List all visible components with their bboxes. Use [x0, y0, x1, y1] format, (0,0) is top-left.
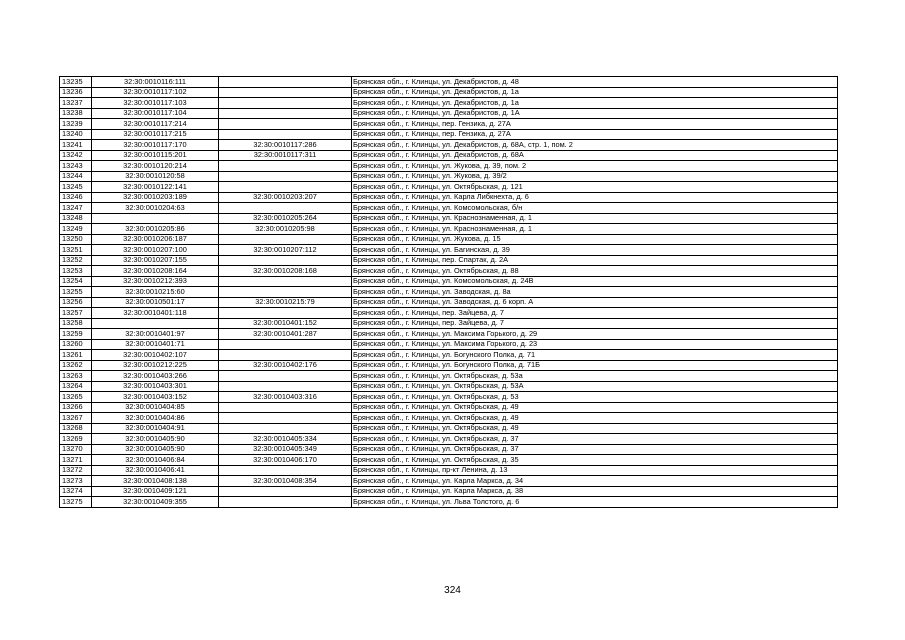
record-number-cell: 13262 [60, 360, 92, 371]
cadastral-number-cell: 32:30:0010403:152 [92, 392, 219, 403]
cadastral-number-cell: 32:30:0010120:58 [92, 171, 219, 182]
related-cadastral-number-cell: 32:30:0010401:287 [219, 329, 352, 340]
related-cadastral-number-cell [219, 497, 352, 508]
record-number-cell: 13242 [60, 150, 92, 161]
table-row [60, 87, 838, 98]
cadastral-number-cell: 32:30:0010115:201 [92, 150, 219, 161]
cadastral-number-cell: 32:30:0010405:90 [92, 444, 219, 455]
related-cadastral-number-cell [219, 182, 352, 193]
related-cadastral-number-cell: 32:30:0010117:286 [219, 140, 352, 151]
address-cell: Брянская обл., г. Клинцы, ул. Декабристов, д. 1а [352, 87, 838, 98]
cadastral-number-cell: 32:30:0010404:91 [92, 423, 219, 434]
related-cadastral-number-cell [219, 276, 352, 287]
cadastral-number-cell: 32:30:0010120:214 [92, 161, 219, 172]
address-cell: Брянская обл., г. Клинцы, ул. Октябрьская, д. 35 [352, 455, 838, 466]
address-cell: Брянская обл., г. Клинцы, ул. Октябрьская, д. 53а [352, 371, 838, 382]
related-cadastral-number-cell [219, 234, 352, 245]
table-row [60, 108, 838, 119]
address-cell: Брянская обл., г. Клинцы, ул. Октябрьская, д. 121 [352, 182, 838, 193]
record-number-cell: 13253 [60, 266, 92, 277]
cadastral-number-cell: 32:30:0010403:301 [92, 381, 219, 392]
address-cell: Брянская обл., г. Клинцы, ул. Карла Маркса, д. 38 [352, 486, 838, 497]
cadastral-number-cell: 32:30:0010406:84 [92, 455, 219, 466]
cadastral-number-cell: 32:30:0010205:86 [92, 224, 219, 235]
record-number-cell: 13264 [60, 381, 92, 392]
table-row [60, 245, 838, 256]
related-cadastral-number-cell [219, 350, 352, 361]
related-cadastral-number-cell: 32:30:0010203:207 [219, 192, 352, 203]
record-number-cell: 13268 [60, 423, 92, 434]
related-cadastral-number-cell [219, 339, 352, 350]
address-cell: Брянская обл., г. Клинцы, ул. Октябрьская, д. 37 [352, 434, 838, 445]
address-cell: Брянская обл., г. Клинцы, ул. Карла Маркса, д. 34 [352, 476, 838, 487]
address-cell: Брянская обл., г. Клинцы, ул. Заводская, д. 6 корп. А [352, 297, 838, 308]
table-row [60, 297, 838, 308]
record-number-cell: 13257 [60, 308, 92, 319]
address-cell: Брянская обл., г. Клинцы, ул. Багинская, д. 39 [352, 245, 838, 256]
address-cell: Брянская обл., г. Клинцы, ул. Комсомольская, б/н [352, 203, 838, 214]
record-number-cell: 13237 [60, 98, 92, 109]
record-number-cell: 13250 [60, 234, 92, 245]
related-cadastral-number-cell: 32:30:0010117:311 [219, 150, 352, 161]
related-cadastral-number-cell [219, 77, 352, 88]
address-cell: Брянская обл., г. Клинцы, пер. Гензика, д. 27А [352, 119, 838, 130]
cadastral-number-cell: 32:30:0010208:164 [92, 266, 219, 277]
cadastral-number-cell: 32:30:0010402:107 [92, 350, 219, 361]
address-cell: Брянская обл., г. Клинцы, ул. Декабристов, д. 68А, стр. 1, пом. 2 [352, 140, 838, 151]
record-number-cell: 13235 [60, 77, 92, 88]
record-number-cell: 13240 [60, 129, 92, 140]
table-row [60, 161, 838, 172]
cadastral-number-cell: 32:30:0010117:214 [92, 119, 219, 130]
related-cadastral-number-cell: 32:30:0010205:264 [219, 213, 352, 224]
related-cadastral-number-cell [219, 402, 352, 413]
page-number: 324 [444, 585, 461, 596]
address-cell: Брянская обл., г. Клинцы, ул. Богунского Полка, д. 71Б [352, 360, 838, 371]
record-number-cell: 13261 [60, 350, 92, 361]
address-cell: Брянская обл., г. Клинцы, ул. Октябрьская, д. 49 [352, 423, 838, 434]
table-row [60, 423, 838, 434]
table-row [60, 119, 838, 130]
cadastral-number-cell: 32:30:0010117:170 [92, 140, 219, 151]
table-row [60, 350, 838, 361]
related-cadastral-number-cell [219, 465, 352, 476]
related-cadastral-number-cell: 32:30:0010405:349 [219, 444, 352, 455]
address-cell: Брянская обл., г. Клинцы, ул. Льва Толстого, д. 6 [352, 497, 838, 508]
record-number-cell: 13270 [60, 444, 92, 455]
related-cadastral-number-cell [219, 371, 352, 382]
related-cadastral-number-cell [219, 255, 352, 266]
related-cadastral-number-cell [219, 129, 352, 140]
address-cell: Брянская обл., г. Клинцы, ул. Октябрьская, д. 49 [352, 413, 838, 424]
record-number-cell: 13275 [60, 497, 92, 508]
record-number-cell: 13271 [60, 455, 92, 466]
related-cadastral-number-cell [219, 87, 352, 98]
table-row [60, 213, 838, 224]
address-cell: Брянская обл., г. Клинцы, ул. Октябрьская, д. 88 [352, 266, 838, 277]
record-number-cell: 13267 [60, 413, 92, 424]
table-row [60, 276, 838, 287]
cadastral-number-cell: 32:30:0010117:103 [92, 98, 219, 109]
table-row [60, 234, 838, 245]
address-cell: Брянская обл., г. Клинцы, пер. Зайцева, д. 7 [352, 318, 838, 329]
table-row [60, 360, 838, 371]
table-row [60, 308, 838, 319]
cadastral-number-cell: 32:30:0010403:266 [92, 371, 219, 382]
record-number-cell: 13236 [60, 87, 92, 98]
table-row [60, 381, 838, 392]
table-row [60, 444, 838, 455]
table-row [60, 497, 838, 508]
address-cell: Брянская обл., г. Клинцы, ул. Декабристов, д. 48 [352, 77, 838, 88]
table-row [60, 476, 838, 487]
cadastral-number-cell: 32:30:0010501:17 [92, 297, 219, 308]
table-row [60, 266, 838, 277]
cadastral-number-cell: 32:30:0010117:215 [92, 129, 219, 140]
related-cadastral-number-cell: 32:30:0010406:170 [219, 455, 352, 466]
record-number-cell: 13251 [60, 245, 92, 256]
related-cadastral-number-cell [219, 287, 352, 298]
record-number-cell: 13258 [60, 318, 92, 329]
related-cadastral-number-cell [219, 486, 352, 497]
cadastral-number-cell: 32:30:0010405:90 [92, 434, 219, 445]
address-cell: Брянская обл., г. Клинцы, ул. Краснознаменная, д. 1 [352, 213, 838, 224]
cadastral-number-cell: 32:30:0010207:155 [92, 255, 219, 266]
table-row [60, 150, 838, 161]
table-row [60, 392, 838, 403]
address-cell: Брянская обл., г. Клинцы, ул. Октябрьская, д. 37 [352, 444, 838, 455]
registry-table [59, 76, 838, 508]
related-cadastral-number-cell: 32:30:0010408:354 [219, 476, 352, 487]
address-cell: Брянская обл., г. Клинцы, ул. Максима Горького, д. 23 [352, 339, 838, 350]
table-row [60, 434, 838, 445]
table-row [60, 98, 838, 109]
record-number-cell: 13260 [60, 339, 92, 350]
record-number-cell: 13263 [60, 371, 92, 382]
address-cell: Брянская обл., г. Клинцы, ул. Жукова, д. 15 [352, 234, 838, 245]
cadastral-number-cell: 32:30:0010212:225 [92, 360, 219, 371]
record-number-cell: 13256 [60, 297, 92, 308]
table-row [60, 329, 838, 340]
table-row [60, 455, 838, 466]
cadastral-number-cell [92, 318, 219, 329]
table-row [60, 192, 838, 203]
address-cell: Брянская обл., г. Клинцы, ул. Октябрьская, д. 49 [352, 402, 838, 413]
record-number-cell: 13274 [60, 486, 92, 497]
address-cell: Брянская обл., г. Клинцы, пер. Гензика, д. 27А [352, 129, 838, 140]
table-row [60, 413, 838, 424]
address-cell: Брянская обл., г. Клинцы, пр-кт Ленина, д. 13 [352, 465, 838, 476]
record-number-cell: 13245 [60, 182, 92, 193]
table-row [60, 339, 838, 350]
address-cell: Брянская обл., г. Клинцы, ул. Краснознаменная, д. 1 [352, 224, 838, 235]
related-cadastral-number-cell [219, 381, 352, 392]
record-number-cell: 13269 [60, 434, 92, 445]
table-row [60, 255, 838, 266]
related-cadastral-number-cell: 32:30:0010208:168 [219, 266, 352, 277]
registry-table-body [60, 77, 838, 508]
related-cadastral-number-cell: 32:30:0010215:79 [219, 297, 352, 308]
address-cell: Брянская обл., г. Клинцы, ул. Комсомольская, д. 24В [352, 276, 838, 287]
cadastral-number-cell: 32:30:0010401:97 [92, 329, 219, 340]
address-cell: Брянская обл., г. Клинцы, ул. Карла Либкнехта, д. 6 [352, 192, 838, 203]
table-row [60, 182, 838, 193]
cadastral-number-cell: 32:30:0010409:355 [92, 497, 219, 508]
related-cadastral-number-cell: 32:30:0010402:176 [219, 360, 352, 371]
record-number-cell: 13243 [60, 161, 92, 172]
table-row [60, 318, 838, 329]
related-cadastral-number-cell [219, 423, 352, 434]
record-number-cell: 13244 [60, 171, 92, 182]
record-number-cell: 13249 [60, 224, 92, 235]
table-row [60, 77, 838, 88]
cadastral-number-cell: 32:30:0010401:118 [92, 308, 219, 319]
table-row [60, 486, 838, 497]
related-cadastral-number-cell: 32:30:0010401:152 [219, 318, 352, 329]
record-number-cell: 13252 [60, 255, 92, 266]
related-cadastral-number-cell [219, 308, 352, 319]
cadastral-number-cell: 32:30:0010404:86 [92, 413, 219, 424]
table-row [60, 140, 838, 151]
record-number-cell: 13239 [60, 119, 92, 130]
address-cell: Брянская обл., г. Клинцы, ул. Октябрьская, д. 53 [352, 392, 838, 403]
cadastral-number-cell: 32:30:0010409:121 [92, 486, 219, 497]
cadastral-number-cell: 32:30:0010117:102 [92, 87, 219, 98]
record-number-cell: 13255 [60, 287, 92, 298]
address-cell: Брянская обл., г. Клинцы, ул. Максима Горького, д. 29 [352, 329, 838, 340]
table-row [60, 203, 838, 214]
cadastral-number-cell: 32:30:0010404:85 [92, 402, 219, 413]
cadastral-number-cell: 32:30:0010116:111 [92, 77, 219, 88]
record-number-cell: 13273 [60, 476, 92, 487]
cadastral-number-cell: 32:30:0010401:71 [92, 339, 219, 350]
related-cadastral-number-cell: 32:30:0010403:316 [219, 392, 352, 403]
address-cell: Брянская обл., г. Клинцы, ул. Жукова, д. 39, пом. 2 [352, 161, 838, 172]
record-number-cell: 13238 [60, 108, 92, 119]
address-cell: Брянская обл., г. Клинцы, ул. Октябрьская, д. 53А [352, 381, 838, 392]
table-row [60, 224, 838, 235]
table-row [60, 465, 838, 476]
record-number-cell: 13272 [60, 465, 92, 476]
table-row [60, 402, 838, 413]
record-number-cell: 13247 [60, 203, 92, 214]
record-number-cell: 13246 [60, 192, 92, 203]
related-cadastral-number-cell: 32:30:0010205:98 [219, 224, 352, 235]
table-row [60, 129, 838, 140]
address-cell: Брянская обл., г. Клинцы, ул. Декабристов, д. 68А [352, 150, 838, 161]
record-number-cell: 13259 [60, 329, 92, 340]
cadastral-number-cell: 32:30:0010204:63 [92, 203, 219, 214]
cadastral-number-cell: 32:30:0010408:138 [92, 476, 219, 487]
table-row [60, 287, 838, 298]
record-number-cell: 13265 [60, 392, 92, 403]
related-cadastral-number-cell [219, 171, 352, 182]
table-row [60, 371, 838, 382]
address-cell: Брянская обл., г. Клинцы, пер. Зайцева, д. 7 [352, 308, 838, 319]
cadastral-number-cell: 32:30:0010406:41 [92, 465, 219, 476]
related-cadastral-number-cell [219, 98, 352, 109]
table-row [60, 171, 838, 182]
related-cadastral-number-cell [219, 203, 352, 214]
address-cell: Брянская обл., г. Клинцы, ул. Жукова, д. 39/2 [352, 171, 838, 182]
address-cell: Брянская обл., г. Клинцы, пер. Спартак, д. 2А [352, 255, 838, 266]
related-cadastral-number-cell [219, 108, 352, 119]
cadastral-number-cell: 32:30:0010215:60 [92, 287, 219, 298]
cadastral-number-cell: 32:30:0010206:187 [92, 234, 219, 245]
related-cadastral-number-cell [219, 119, 352, 130]
cadastral-number-cell: 32:30:0010122:141 [92, 182, 219, 193]
cadastral-number-cell: 32:30:0010117:104 [92, 108, 219, 119]
address-cell: Брянская обл., г. Клинцы, ул. Декабристов, д. 1а [352, 98, 838, 109]
related-cadastral-number-cell [219, 413, 352, 424]
cadastral-number-cell: 32:30:0010203:189 [92, 192, 219, 203]
record-number-cell: 13254 [60, 276, 92, 287]
cadastral-number-cell [92, 213, 219, 224]
record-number-cell: 13241 [60, 140, 92, 151]
cadastral-number-cell: 32:30:0010212:393 [92, 276, 219, 287]
related-cadastral-number-cell: 32:30:0010405:334 [219, 434, 352, 445]
address-cell: Брянская обл., г. Клинцы, ул. Декабристов, д. 1А [352, 108, 838, 119]
address-cell: Брянская обл., г. Клинцы, ул. Заводская, д. 8а [352, 287, 838, 298]
record-number-cell: 13266 [60, 402, 92, 413]
related-cadastral-number-cell: 32:30:0010207:112 [219, 245, 352, 256]
cadastral-number-cell: 32:30:0010207:100 [92, 245, 219, 256]
record-number-cell: 13248 [60, 213, 92, 224]
address-cell: Брянская обл., г. Клинцы, ул. Богунского Полка, д. 71 [352, 350, 838, 361]
related-cadastral-number-cell [219, 161, 352, 172]
